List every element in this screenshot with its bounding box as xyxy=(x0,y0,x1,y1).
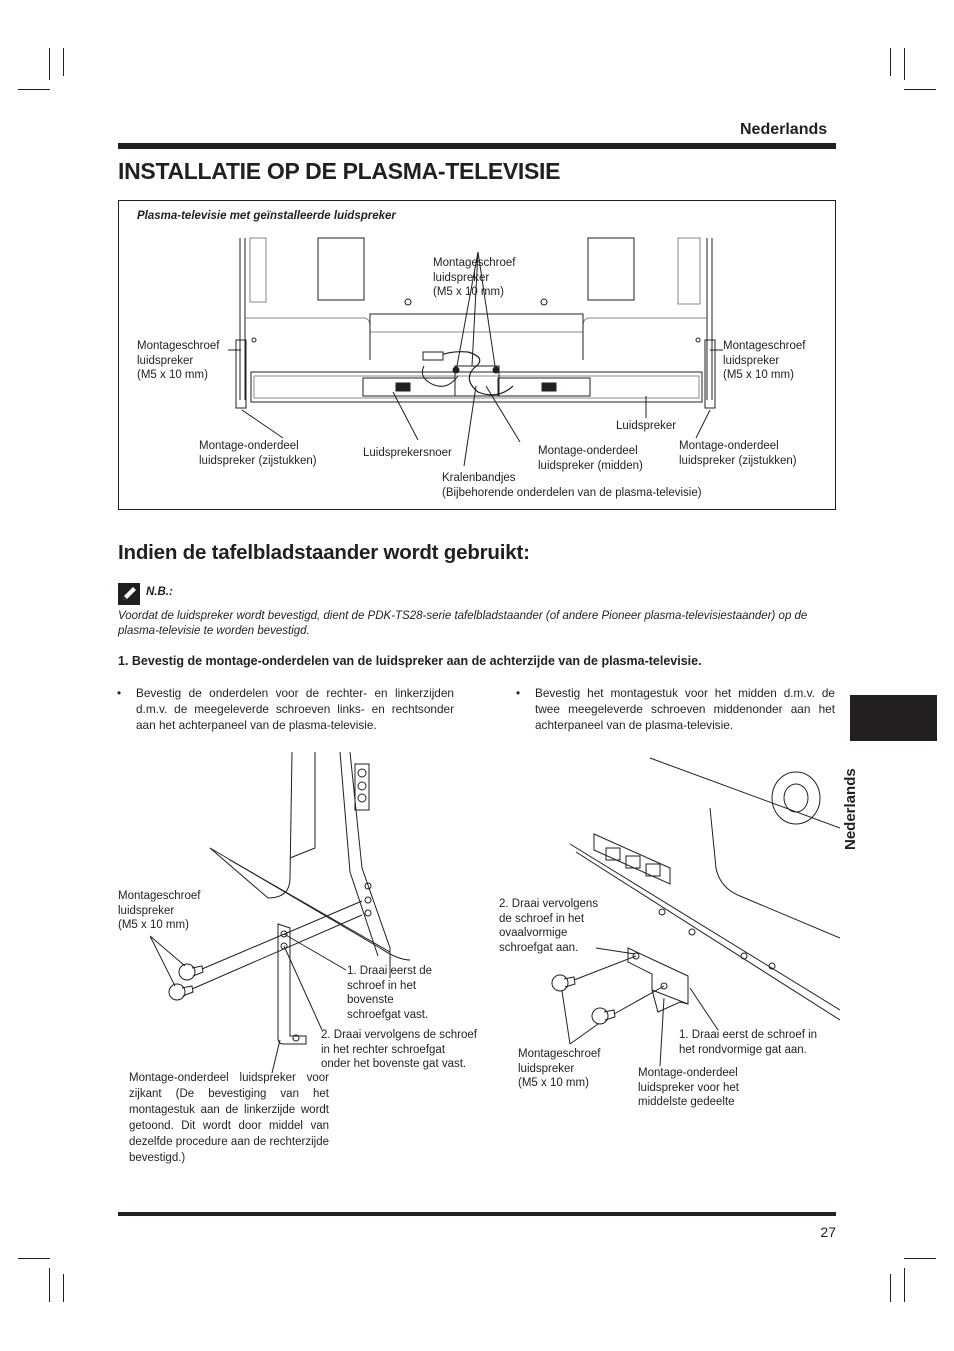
section-title: Indien de tafelbladstaander wordt gebruikt: xyxy=(118,541,530,564)
crop-mark xyxy=(49,48,50,80)
label-speaker: Luidspreker xyxy=(616,420,677,432)
side-tab xyxy=(850,695,937,741)
step-heading: 1. Bevestig de montage-onderdelen van de luidspreker aan de achterzijde van de plasma-televisie. xyxy=(118,654,702,668)
label-screw-left: Montageschroef luidspreker (M5 x 10 mm) xyxy=(137,340,220,381)
label-right-screw: Montageschroef luidspreker (M5 x 10 mm) xyxy=(518,1048,601,1089)
label-left-bracket: Montage-onderdeel luidspreker voor zijkant (De bevestiging van het montagestuk aan de linkerzijde wordt getoond. Dit wordt door middel van dezelfde procedure aan de rechterzijde bevestigd.) xyxy=(129,1072,329,1164)
label-left-step-a: 1. Draai eerst de schroef in het bovenste schroefgat vast. xyxy=(347,965,433,1021)
note-label: N.B.: xyxy=(146,586,173,598)
crop-mark xyxy=(904,89,936,90)
bullet-dot: • xyxy=(117,686,122,700)
label-right-step-a: 1. Draai eerst de schroef in het rondvormige gat aan. xyxy=(679,1029,818,1056)
label-bead-bands: Kralenbandjes (Bijbehorende onderdelen van de plasma-televisie) xyxy=(442,472,702,499)
side-language-label: Nederlands xyxy=(842,768,859,850)
header-rule xyxy=(118,143,836,149)
note-text: Voordat de luidspreker wordt bevestigd, dient de PDK-TS28-serie tafelbladstaander (of andere Pioneer plasma-televisiestaander) op de plasma-televisie te worden bevestigd. xyxy=(118,610,808,637)
label-bracket-side-right: Montage-onderdeel luidspreker (zijstukken) xyxy=(679,440,797,467)
page-number: 27 xyxy=(820,1224,836,1240)
pencil-note-icon xyxy=(118,583,140,605)
crop-mark xyxy=(904,48,905,80)
footer-rule xyxy=(118,1212,836,1216)
bullet-left-text: Bevestig de onderdelen voor de rechter- en linkerzijden d.m.v. de meegeleverde schroeven links- en rechtsonder aan het achterpaneel van de plasma-televisie. xyxy=(136,686,454,732)
crop-mark xyxy=(904,1258,936,1259)
bullet-right xyxy=(516,685,835,733)
label-bracket-middle: Montage-onderdeel luidspreker (midden) xyxy=(538,445,643,472)
bullet-right-text: Bevestig het montagestuk voor het midden d.m.v. de twee meegeleverde schroeven middenonder aan het achterpaneel van de plasma-televisie. xyxy=(535,686,835,732)
label-right-step-b: 2. Draai vervolgens de schroef in het ovaalvormige schroefgat aan. xyxy=(499,898,599,954)
crop-mark xyxy=(890,48,891,76)
bullet-dot: • xyxy=(516,686,521,700)
crop-mark xyxy=(63,48,64,76)
label-left-screw: Montageschroef luidspreker (M5 x 10 mm) xyxy=(118,890,201,931)
crop-mark xyxy=(904,1268,905,1302)
crop-mark xyxy=(18,1258,50,1259)
crop-mark xyxy=(890,1274,891,1302)
figure-caption: Plasma-televisie met geïnstalleerde luidspreker xyxy=(137,210,396,222)
label-screw-center: Montageschroef luidspreker (M5 x 10 mm) xyxy=(433,257,516,298)
section-title: INSTALLATIE OP DE PLASMA-TELEVISIE xyxy=(118,158,561,184)
label-right-bracket: Montage-onderdeel luidspreker voor het middelste gedeelte xyxy=(638,1067,739,1108)
label-bracket-side-left: Montage-onderdeel luidspreker (zijstukken) xyxy=(199,440,317,467)
crop-mark xyxy=(63,1274,64,1302)
label-left-step-b: 2. Draai vervolgens de schroef in het rechter schroefgat onder het bovenste gat vast. xyxy=(321,1029,477,1070)
bullet-left xyxy=(117,685,454,733)
label-speaker-cable: Luidsprekersnoer xyxy=(363,447,452,459)
language-header: Nederlands xyxy=(740,121,828,138)
label-screw-right: Montageschroef luidspreker (M5 x 10 mm) xyxy=(723,340,806,381)
crop-mark xyxy=(18,89,50,90)
crop-mark xyxy=(49,1268,50,1302)
